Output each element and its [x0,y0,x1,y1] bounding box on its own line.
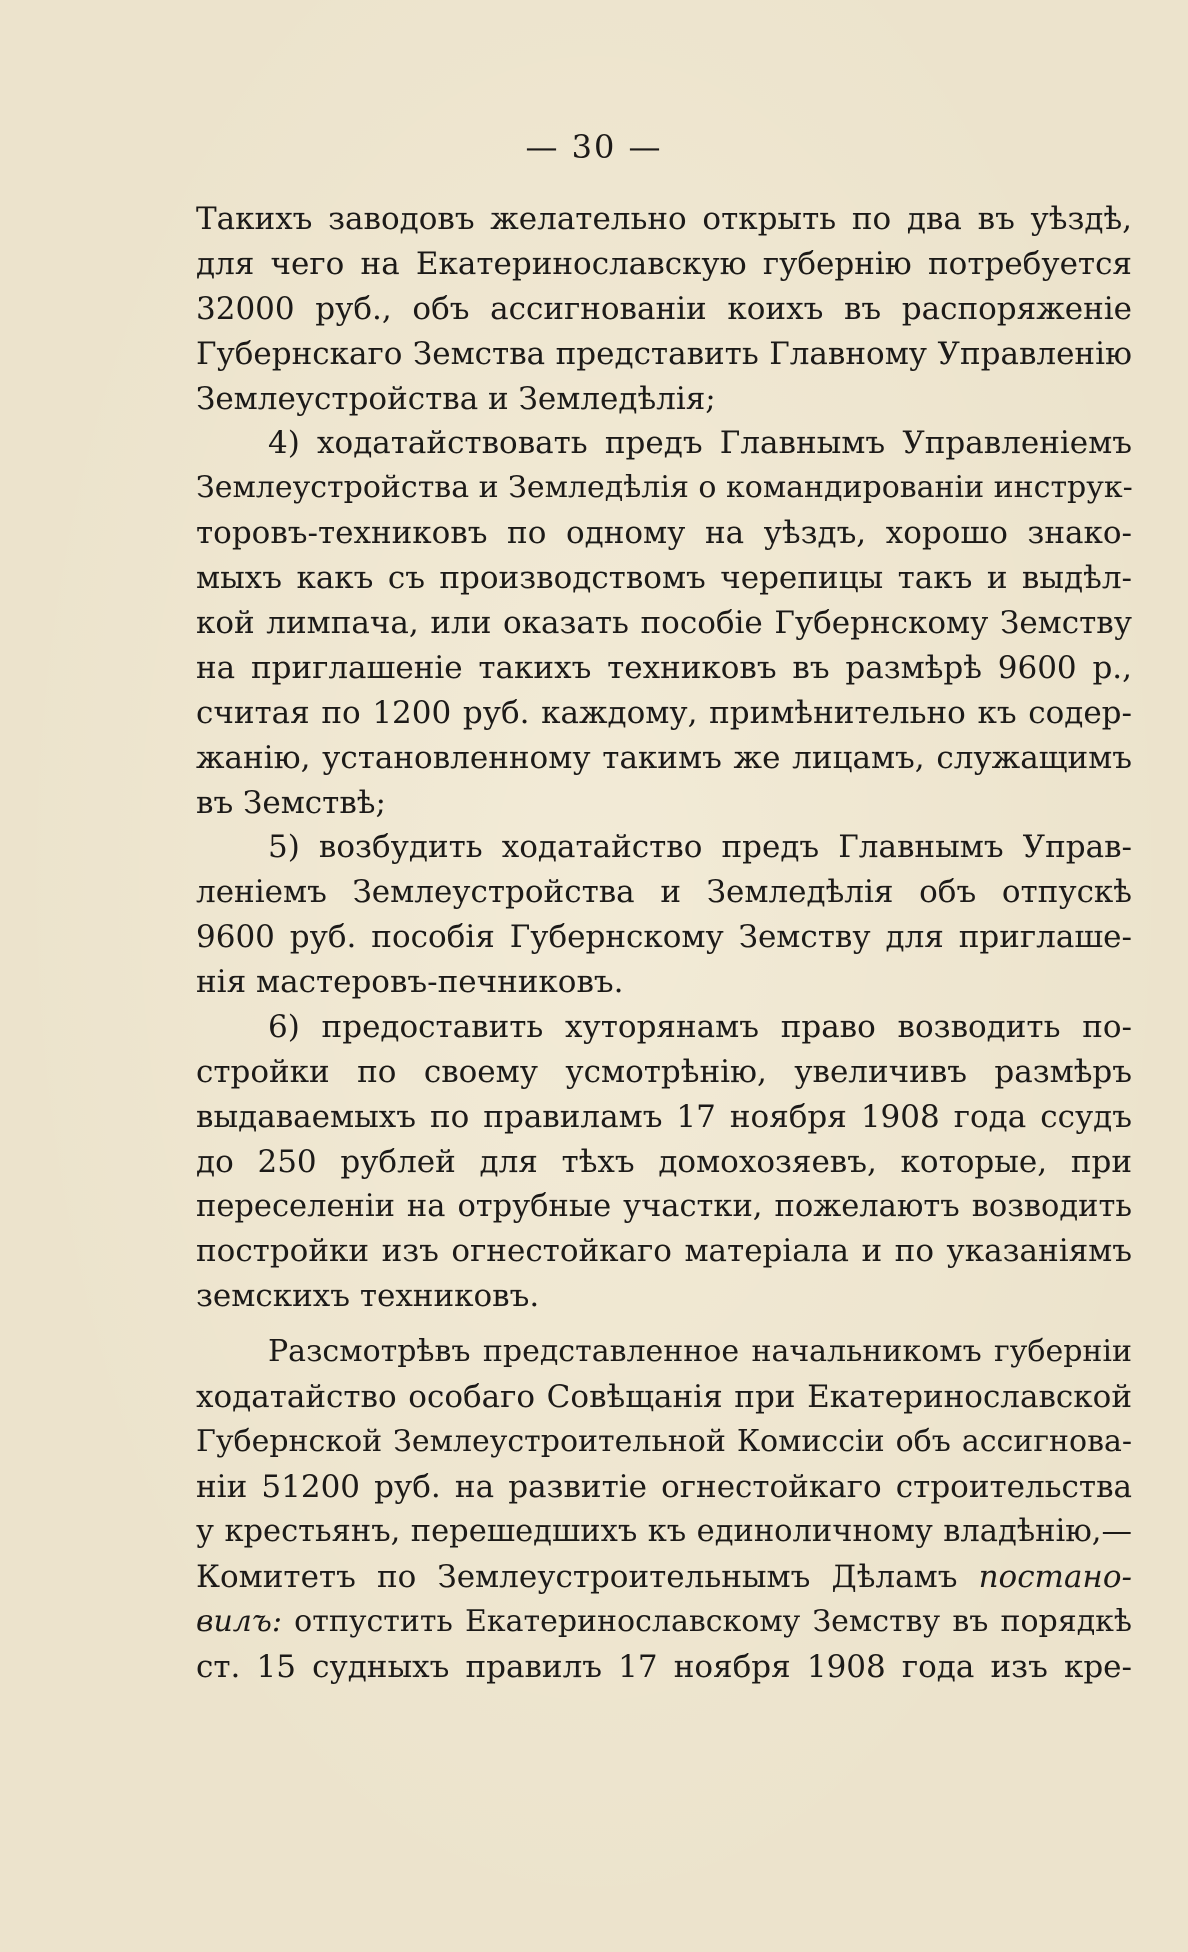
text-line: въ Земствѣ; [196,784,386,821]
text-line: Губернскаго Земства представить Главному Управленію [196,335,1132,372]
text-line: мыхъ какъ съ производствомъ черепицы такъ и выдѣл- [196,560,1132,597]
text-line: до 250 рублей для тѣхъ домохозяевъ, которые, при [196,1143,1132,1180]
text-line: выдаваемыхъ по правиламъ 17 ноября 1908 года ссудъ [196,1098,1132,1135]
text-line: постройки изъ огнестойкаго матеріала и по указаніямъ [196,1233,1132,1270]
italic-decree-word: постано- [978,1558,1132,1595]
text-line: торовъ-техниковъ по одному на уѣздъ, хорошо знако- [196,515,1132,552]
text-line-with-italic [196,1600,1132,1645]
text-line: Такихъ заводовъ желательно открыть по два въ уѣздѣ, [196,201,1132,237]
text-line: считая по 1200 руб. каждому, примѣнительно къ содер- [196,694,1132,731]
text-line: Землеустройства и Земледѣлія; [196,380,716,417]
paragraph-6-first-line: 6) предоставить хуторянамъ право возводить по- [268,1009,1132,1046]
page-number: — 30 — [525,128,663,166]
text-segment: отпустить Екатеринославскому Земству въ порядкѣ [294,1603,1133,1639]
text-line: стройки по своему усмотрѣнію, увеличивъ размѣръ [196,1053,1132,1090]
text-line: 9600 руб. пособія Губернскому Земству для приглаше- [196,919,1132,956]
paragraph-4-first-line: 4) ходатайствовать предъ Главнымъ Управленіемъ [268,425,1132,462]
text-line: на приглашеніе такихъ техниковъ въ размѣрѣ 9600 р., [196,649,1132,686]
resolution-paragraph-first-line: Разсмотрѣвъ представленное начальникомъ губерніи [268,1334,1132,1370]
text-line: ніи 51200 руб. на развитіе огнестойкаго строительства [196,1468,1132,1505]
text-line: ст. 15 судныхъ правилъ 17 ноября 1908 года изъ кре- [196,1648,1132,1685]
text-line: Губернской Землеустроительной Комиссіи объ ассигнова- [196,1424,1132,1460]
paragraph-5-first-line: 5) возбудить ходатайство предъ Главнымъ Управ- [268,829,1132,866]
text-line: кой лимпача, или оказать пособіе Губернскому Земству [196,605,1132,642]
text-line: ходатайство особаго Совѣщанія при Екатеринославской [196,1379,1132,1416]
text-line: 32000 руб., объ ассигнованіи коихъ въ распоряженіе [196,290,1132,327]
text-line: жанію, установленному такимъ же лицамъ, служащимъ [196,739,1132,776]
italic-decree-word-end: вилъ: [196,1603,282,1639]
text-line: леніемъ Землеустройства и Земледѣлія объ отпускѣ [196,874,1132,911]
body-text [196,197,1132,1689]
text-line-with-italic [196,1555,1132,1600]
text-line: для чего на Екатеринославскую губернію потребуется [196,245,1132,282]
text-line: Землеустройства и Земледѣлія о командированіи инструк- [196,470,1133,506]
text-line: земскихъ техниковъ. [196,1278,540,1315]
text-line: переселеніи на отрубные участки, пожелаютъ возводить [196,1188,1132,1224]
text-line: у крестьянъ, перешедшихъ къ единоличному владѣнію,— [196,1513,1132,1549]
text-segment: Комитетъ по Землеустроительнымъ Дѣламъ [196,1558,958,1595]
text-line: нія мастеровъ-печниковъ. [196,964,624,1001]
